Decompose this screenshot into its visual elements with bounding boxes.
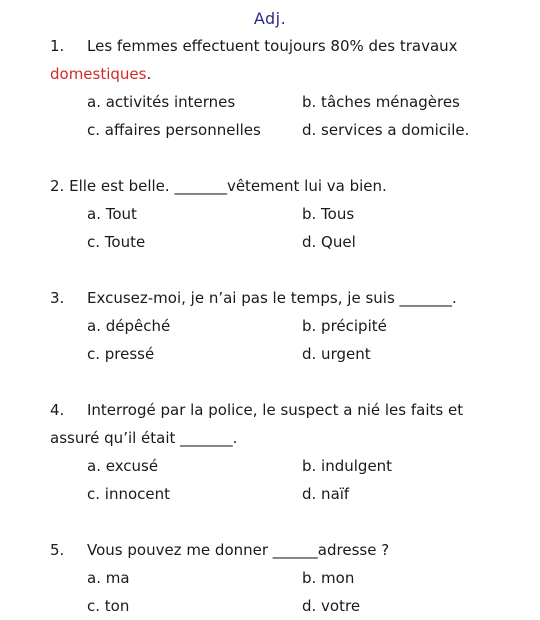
option-c[interactable]: c. innocent	[87, 485, 171, 503]
question-1-line-2	[50, 60, 530, 88]
option-b[interactable]: b. indulgent	[302, 457, 393, 475]
question-3-number: 3.	[50, 289, 65, 307]
question-5-line-1	[50, 536, 530, 564]
question-2-number: 2.	[50, 177, 65, 195]
option-d[interactable]: d. Quel	[302, 233, 356, 251]
question-3-text: Excusez-moi, je n’ai pas le temps, je suis _______.	[87, 289, 457, 307]
question-4-text-cont: assuré qu’il était _______.	[50, 429, 238, 447]
question-3	[50, 284, 530, 368]
option-b[interactable]: b. mon	[302, 569, 355, 587]
question-4	[50, 396, 530, 508]
question-2-options	[50, 200, 530, 256]
option-b[interactable]: b. Tous	[302, 205, 355, 223]
option-a[interactable]: a. Tout	[87, 205, 137, 223]
question-1	[50, 32, 530, 144]
option-a[interactable]: a. ma	[87, 569, 130, 587]
question-1-number: 1.	[50, 37, 65, 55]
option-a[interactable]: a. dépêché	[87, 317, 171, 335]
question-5-number: 5.	[50, 541, 65, 559]
option-c[interactable]: c. Toute	[87, 233, 146, 251]
option-a[interactable]: a. excusé	[87, 457, 159, 475]
question-5-options	[50, 564, 530, 620]
question-4-number: 4.	[50, 401, 65, 419]
question-2-text: Elle est belle. _______vêtement lui va bien.	[69, 177, 387, 195]
question-4-options	[50, 452, 530, 508]
question-3-options	[50, 312, 530, 368]
question-1-text-end: .	[146, 65, 152, 83]
question-2	[50, 172, 530, 256]
option-d[interactable]: d. services a domicile.	[302, 121, 470, 139]
option-d[interactable]: d. naïf	[302, 485, 350, 503]
option-b[interactable]: b. tâches ménagères	[302, 93, 460, 111]
option-c[interactable]: c. affaires personnelles	[87, 121, 261, 139]
question-4-line-1	[50, 396, 530, 424]
highlighted-word: domestiques	[50, 65, 147, 83]
question-5-text: Vous pouvez me donner ______adresse ?	[87, 541, 390, 559]
question-4-text: Interrogé par la police, le suspect a nié les faits et	[87, 401, 464, 419]
question-1-line-1	[50, 32, 530, 60]
option-d[interactable]: d. votre	[302, 597, 361, 615]
question-1-text: Les femmes effectuent toujours 80% des travaux	[87, 37, 458, 55]
option-a[interactable]: a. activités internes	[87, 93, 236, 111]
option-d[interactable]: d. urgent	[302, 345, 371, 363]
question-2-line-1	[50, 172, 530, 200]
question-1-options	[50, 88, 530, 144]
option-c[interactable]: c. ton	[87, 597, 130, 615]
question-3-line-1	[50, 284, 530, 312]
page-title: Adj.	[253, 9, 287, 28]
question-4-line-2	[50, 424, 530, 452]
option-b[interactable]: b. précipité	[302, 317, 387, 335]
question-5	[50, 536, 530, 620]
option-c[interactable]: c. pressé	[87, 345, 155, 363]
